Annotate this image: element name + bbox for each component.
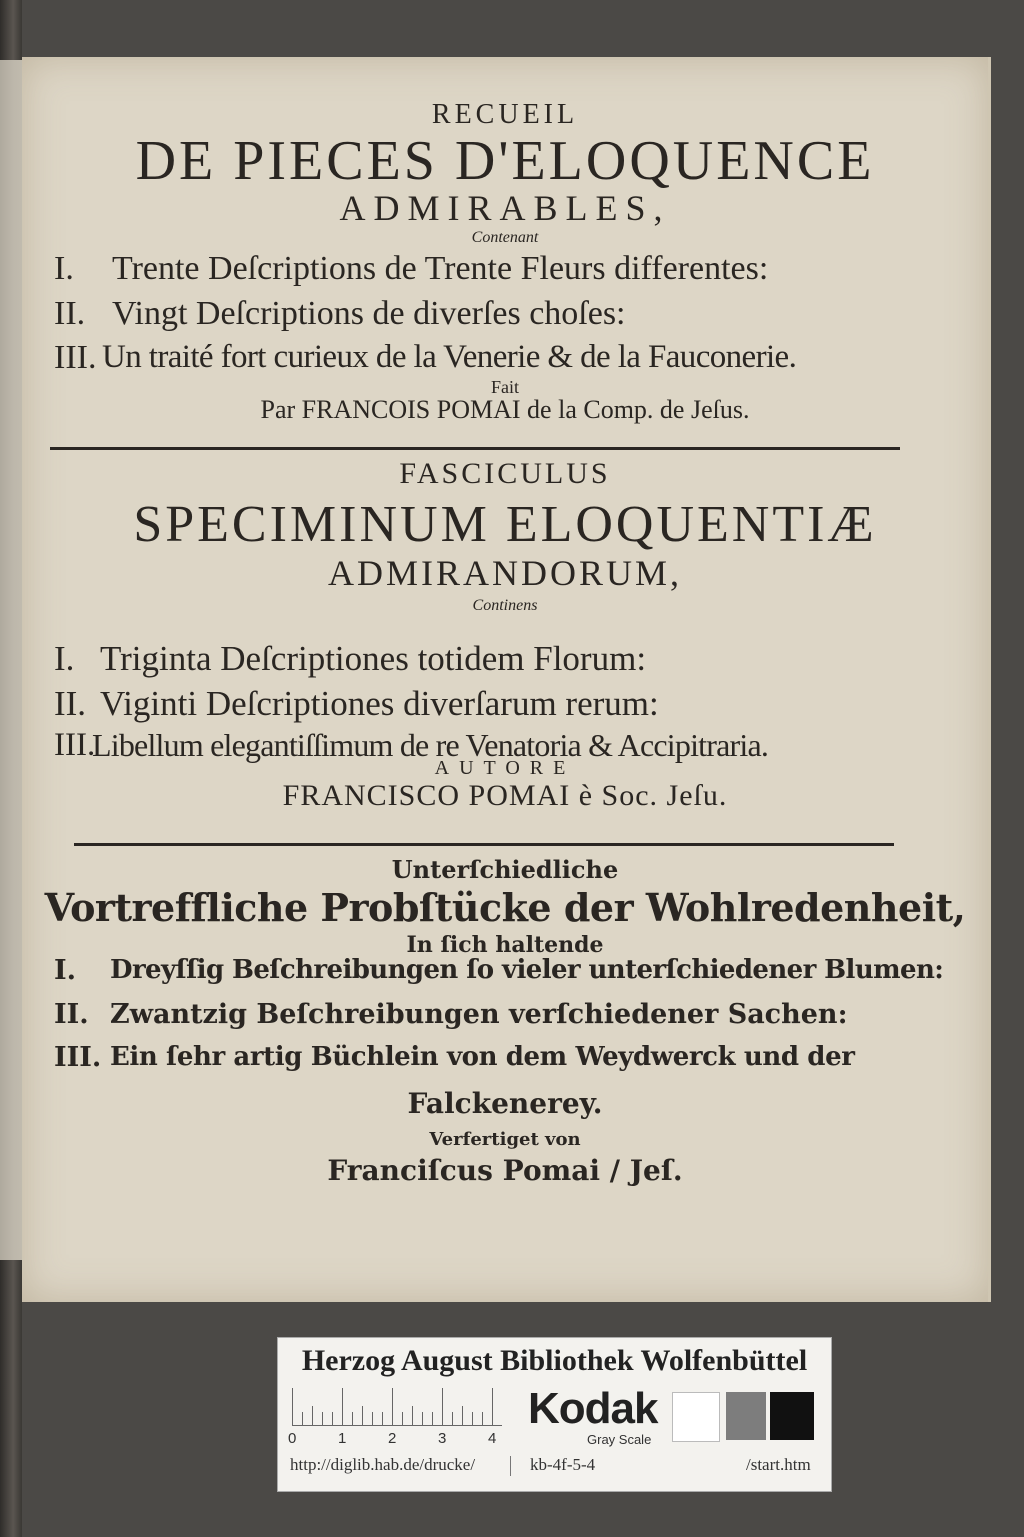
latin-heading-fasciculus: FASCICULUS <box>399 457 611 490</box>
german-in-sich-haltende: In ſich haltende <box>406 932 604 958</box>
latin-item-2-text: Viginti Deſcriptiones diverſarum rerum: <box>100 684 659 723</box>
french-item-1-text: Trente Deſcriptions de Trente Fleurs differentes: <box>112 250 769 287</box>
scale-number-3: 3 <box>438 1430 447 1447</box>
latin-continens: Continens <box>472 597 538 614</box>
latin-item-3-text: Libellum elegantiſſimum de re Venatoria & Accipitraria. <box>92 727 769 763</box>
kodak-logo: Kodak <box>528 1384 658 1433</box>
french-item-2-num: II. <box>54 295 86 332</box>
divider-rule-2 <box>74 843 894 846</box>
latin-heading-main: SPECIMINUM ELOQUENTIÆ <box>133 496 877 553</box>
german-item-3-num: III. <box>54 1042 102 1073</box>
latin-author: FRANCISCO POMAI è Soc. Jeſu. <box>282 779 728 812</box>
footer-separator <box>510 1456 511 1476</box>
gray-swatch-white <box>672 1392 720 1442</box>
divider-rule-1 <box>50 447 900 450</box>
library-reference-card <box>277 1337 832 1492</box>
french-author: Par FRANCOIS POMAI de la Comp. de Jeſus. <box>260 395 750 424</box>
latin-item-2-num: II. <box>54 684 87 723</box>
german-verfertiget: Verfertiget von <box>429 1129 581 1150</box>
french-item-2-text: Vingt Deſcriptions de diverſes choſes: <box>112 295 626 332</box>
scale-number-1: 1 <box>338 1430 347 1447</box>
german-item-2-text: Zwantzig Beſchreibungen verſchiedener Sachen: <box>110 999 848 1030</box>
scale-number-4: 4 <box>488 1430 497 1447</box>
french-heading-admirables: ADMIRABLES, <box>339 188 671 228</box>
latin-item-1-num: I. <box>54 639 75 678</box>
latin-heading-admirandorum: ADMIRANDORUM, <box>327 553 683 593</box>
french-item-1-num: I. <box>54 250 74 287</box>
french-contenant: Contenant <box>471 229 539 246</box>
german-item-3-continued: Falckenerey. <box>407 1087 603 1120</box>
title-page <box>22 57 991 1302</box>
french-item-3-num: III. <box>54 339 97 376</box>
gray-swatch-black <box>770 1392 814 1440</box>
german-item-1-text: Dreyſſig Beſchreibungen ſo vieler unterſchiedener Blumen: <box>110 955 944 985</box>
latin-item-1-text: Triginta Deſcriptiones totidem Florum: <box>100 639 647 678</box>
french-item-3-text: Un traité fort curieux de la Venerie & de la Fauconerie. <box>102 339 797 375</box>
german-author: Franciſcus Pomai / Jeſ. <box>327 1154 683 1187</box>
german-item-3-text: Ein ſehr artig Büchlein von dem Weydwerck und der <box>110 1042 855 1072</box>
french-heading-main: DE PIECES D'ELOQUENCE <box>135 130 875 192</box>
digital-library-url: http://diglib.hab.de/drucke/ <box>290 1455 476 1474</box>
gray-scale-label: Gray Scale <box>587 1432 652 1447</box>
german-heading-unterschiedliche: Unterſchiedliche <box>391 855 619 884</box>
scale-ruler <box>292 1386 502 1426</box>
french-heading-recueil: RECUEIL <box>431 99 579 130</box>
german-heading-main: Vortreffliche Probſtücke der Wohlredenheit, <box>44 885 966 930</box>
french-fait: Fait <box>490 377 519 397</box>
shelfmark-id: kb-4f-5-4 <box>530 1455 596 1474</box>
latin-item-3-num: III. <box>54 727 96 763</box>
scale-number-0: 0 <box>288 1430 297 1447</box>
german-item-1-num: I. <box>54 955 77 986</box>
library-name: Herzog August Bibliothek Wolfenbüttel <box>301 1344 808 1377</box>
latin-autore: AUTORE <box>434 757 576 779</box>
german-item-2-num: II. <box>54 999 89 1030</box>
scale-number-2: 2 <box>388 1430 397 1447</box>
gray-swatch-mid <box>726 1392 766 1440</box>
start-page-link: /start.htm <box>746 1455 811 1474</box>
